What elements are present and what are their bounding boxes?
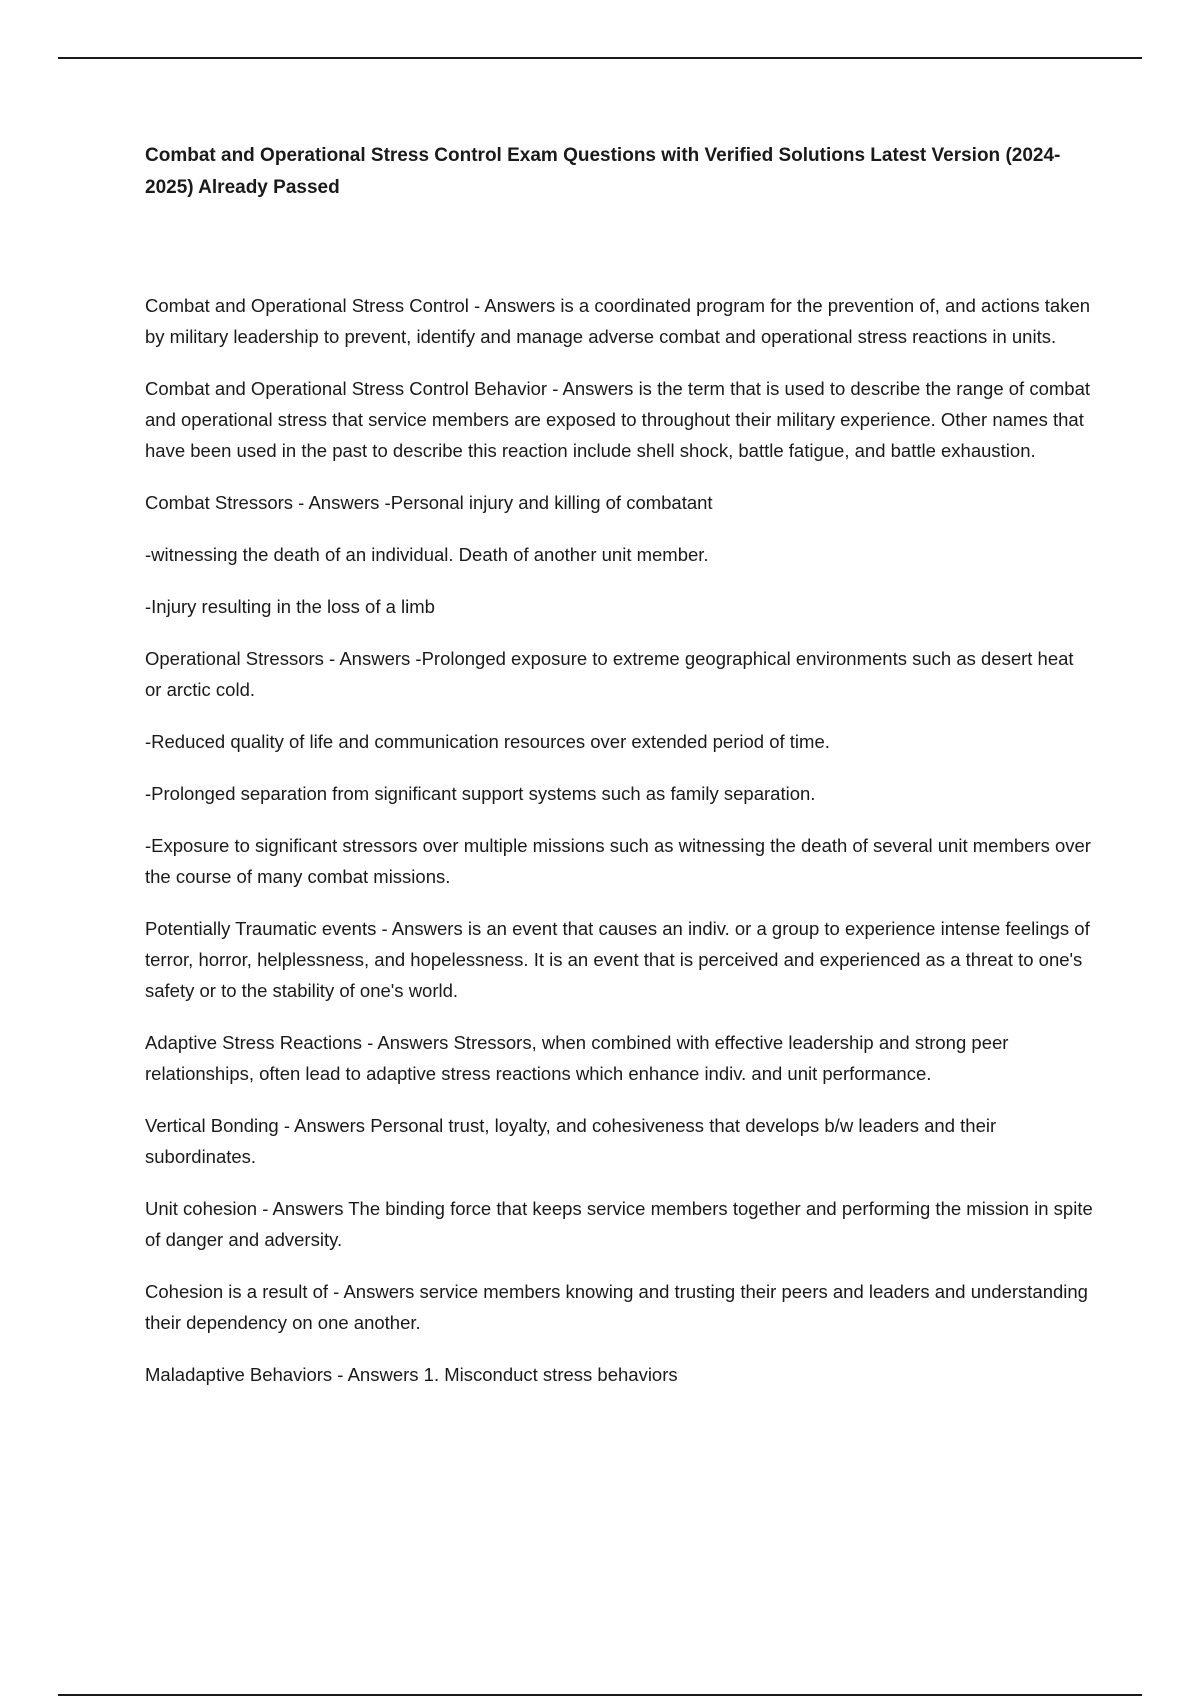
entry-adaptive-stress-reactions: Adaptive Stress Reactions - Answers Stressors, when combined with effective leadership and strong peer relationships, often lead to adaptive stress reactions which enhance indiv. and unit performance. (145, 1032, 1009, 1084)
entry-combat-stressors-item: -witnessing the death of an individual. Death of another unit member. (145, 544, 709, 565)
entry-combat-stressors: Combat Stressors - Answers -Personal injury and killing of combatant (145, 492, 713, 513)
entry-maladaptive-behaviors: Maladaptive Behaviors - Answers 1. Misconduct stress behaviors (145, 1364, 678, 1385)
entry-unit-cohesion: Unit cohesion - Answers The binding force that keeps service members together and performing the mission in spite of danger and adversity. (145, 1198, 1093, 1250)
bottom-rule (58, 1694, 1142, 1696)
top-rule (58, 57, 1142, 59)
entry-operational-stressors-item: -Reduced quality of life and communication resources over extended period of time. (145, 731, 830, 752)
entry-traumatic-events: Potentially Traumatic events - Answers is an event that causes an indiv. or a group to experience intense feelings of terror, horror, helplessness, and hopelessness. It is an event that is perceived and experienced as a threat to one's safety or to the stability of one's world. (145, 918, 1090, 1001)
document-title: Combat and Operational Stress Control Exam Questions with Verified Solutions Latest Version (2024-2025) Already Passed (145, 145, 1061, 198)
document-body (145, 140, 1095, 1411)
entry-operational-stressors: Operational Stressors - Answers -Prolonged exposure to extreme geographical environments such as desert heat or arctic cold. (145, 648, 1074, 700)
entry-vertical-bonding: Vertical Bonding - Answers Personal trust, loyalty, and cohesiveness that develops b/w leaders and their subordinates. (145, 1115, 997, 1167)
entry-operational-stressors-item: -Prolonged separation from significant support systems such as family separation. (145, 783, 816, 804)
entry-operational-stressors-item: -Exposure to significant stressors over multiple missions such as witnessing the death of several unit members over the course of many combat missions. (145, 835, 1091, 887)
entry-combat-stressors-item: -Injury resulting in the loss of a limb (145, 596, 435, 617)
entry-cosc: Combat and Operational Stress Control - Answers is a coordinated program for the prevention of, and actions taken by military leadership to prevent, identify and manage adverse combat and operational stress reactions in units. (145, 295, 1091, 347)
entry-cohesion-result: Cohesion is a result of - Answers service members knowing and trusting their peers and leaders and understanding their dependency on one another. (145, 1281, 1088, 1333)
entry-cosc-behavior: Combat and Operational Stress Control Behavior - Answers is the term that is used to describe the range of combat and operational stress that service members are exposed to throughout their military experience. Other names that have been used in the past to describe this reaction include shell shock, battle fatigue, and battle exhaustion. (145, 378, 1090, 461)
